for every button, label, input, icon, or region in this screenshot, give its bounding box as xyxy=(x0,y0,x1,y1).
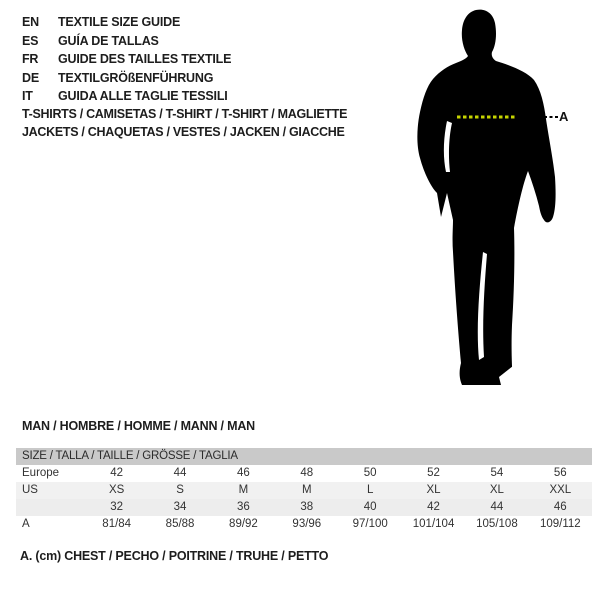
table-cell: M xyxy=(238,484,249,496)
language-code: EN xyxy=(22,15,39,29)
table-cell: 40 xyxy=(363,501,377,513)
table-cell: XL xyxy=(489,484,504,496)
measurement-note: A. (cm) CHEST / PECHO / POITRINE / TRUHE / PETTO xyxy=(20,549,329,563)
table-cell: 42 xyxy=(110,467,124,479)
language-title: GUÍA DE TALLAS xyxy=(58,33,159,48)
table-cell: 109/112 xyxy=(539,518,581,530)
table-cell: 46 xyxy=(237,467,250,479)
table-cell: 97/100 xyxy=(352,518,388,530)
row-label: US xyxy=(22,484,38,496)
table-cell: 81/84 xyxy=(102,518,132,530)
language-row xyxy=(22,50,231,69)
man-silhouette-icon xyxy=(400,0,600,395)
table-cell: 54 xyxy=(490,467,504,479)
language-title: GUIDE DES TAILLES TEXTILE xyxy=(58,52,232,66)
language-title: TEXTILE SIZE GUIDE xyxy=(58,15,181,29)
table-cell: 44 xyxy=(173,467,187,479)
language-code: IT xyxy=(22,89,33,103)
language-row xyxy=(22,13,231,32)
row-label xyxy=(16,499,85,516)
language-code: DE xyxy=(22,70,39,85)
table-cell: 50 xyxy=(363,467,377,479)
table-cell: 101/104 xyxy=(412,518,455,530)
table-cell: 93/96 xyxy=(292,518,322,530)
language-row xyxy=(22,32,231,51)
table-cell: 36 xyxy=(237,501,250,513)
table-cell: 42 xyxy=(427,501,440,513)
table-cell: 89/92 xyxy=(229,518,258,530)
table-cell: XL xyxy=(426,484,441,496)
table-cell: S xyxy=(176,484,184,496)
table-cell: 48 xyxy=(300,467,314,479)
table-cell: XXL xyxy=(549,484,572,496)
category-jackets: JACKETS / CHAQUETAS / VESTES / JACKEN / GIACCHE xyxy=(22,125,345,139)
table-cell: 52 xyxy=(427,467,440,479)
table-cell: L xyxy=(366,484,374,496)
row-label: Europe xyxy=(22,467,60,479)
table-row-chest-a xyxy=(16,516,592,533)
table-row-europe xyxy=(16,465,592,482)
measure-label-a: A xyxy=(559,109,569,124)
table-cell: 85/88 xyxy=(165,518,195,530)
row-label: A xyxy=(22,518,30,530)
table-row-numeric xyxy=(16,499,592,516)
table-row-us xyxy=(16,482,592,499)
language-title-block xyxy=(22,13,231,106)
table-cell: 44 xyxy=(490,501,504,513)
gender-section-title: MAN / HOMBRE / HOMME / MANN / MAN xyxy=(22,419,255,433)
category-tshirts: T-SHIRTS / CAMISETAS / T-SHIRT / T-SHIRT / MAGLIETTE xyxy=(22,107,348,121)
table-cell: 56 xyxy=(553,467,567,479)
table-cell: 38 xyxy=(300,501,314,513)
category-lines xyxy=(22,105,347,141)
size-table-header: SIZE / TALLA / TAILLE / GRÖSSE / TAGLIA xyxy=(16,448,592,465)
man-silhouette-figure xyxy=(400,0,600,395)
table-cell: M xyxy=(302,484,312,496)
language-row xyxy=(22,87,231,106)
table-cell: XS xyxy=(109,484,125,496)
language-title: GUIDA ALLE TAGLIE TESSILI xyxy=(58,89,228,103)
size-table xyxy=(16,448,592,533)
language-code: FR xyxy=(22,52,39,66)
table-cell: 32 xyxy=(110,501,124,513)
language-row xyxy=(22,69,231,88)
language-title: TEXTILGRÖßENFÜHRUNG xyxy=(58,70,214,85)
table-cell: 34 xyxy=(173,501,187,513)
language-code: ES xyxy=(22,33,39,48)
table-cell: 105/108 xyxy=(476,518,518,530)
table-cell: 46 xyxy=(553,501,567,513)
